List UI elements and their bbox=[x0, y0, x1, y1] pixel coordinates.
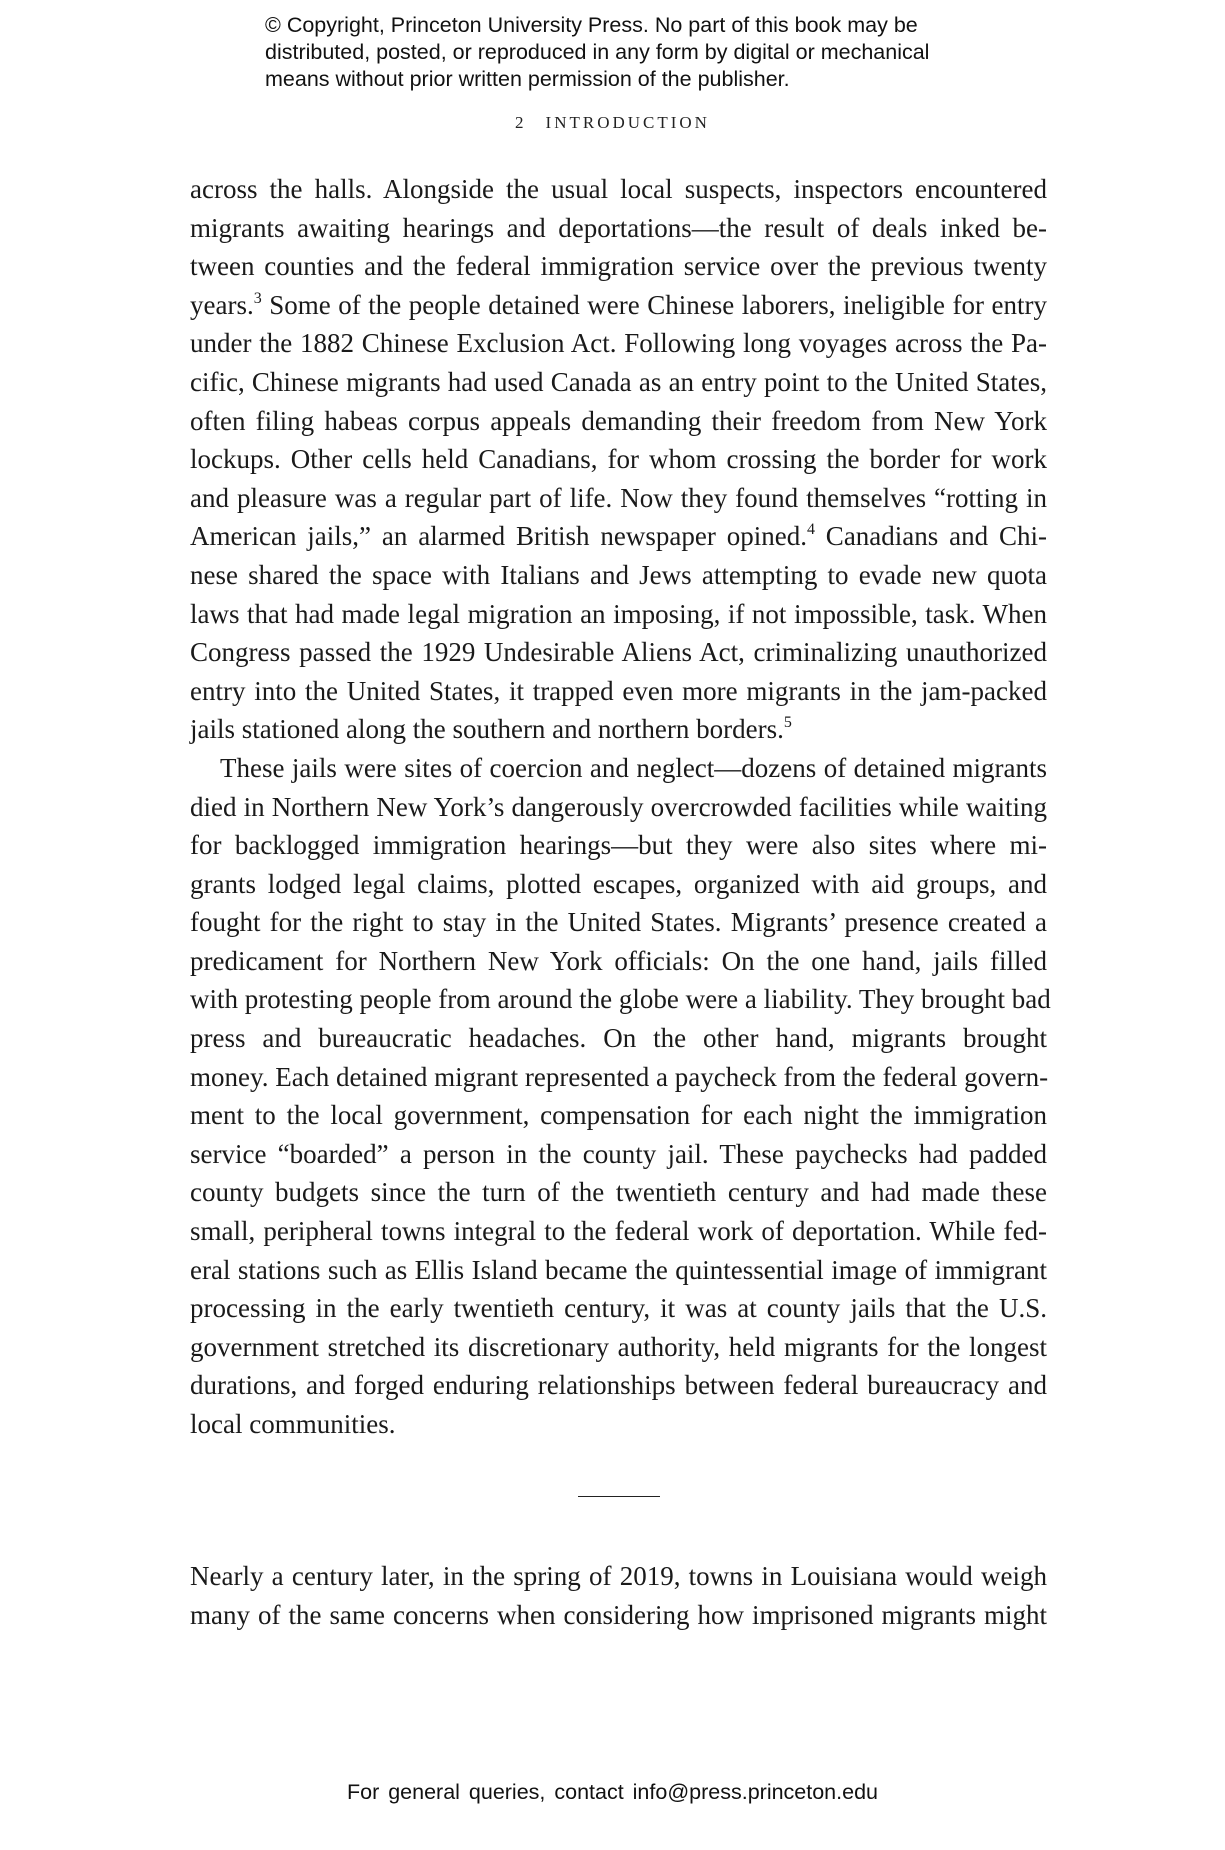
section-break-rule bbox=[578, 1496, 660, 1497]
text-line: many of the same concerns when considering how imprisoned migrants might bbox=[190, 1599, 1047, 1630]
text-span: Canadians and Chi- bbox=[814, 521, 1047, 552]
page-number: 2 bbox=[515, 113, 524, 132]
text-line: small, peripheral towns integral to the federal work of deportation. While fed- bbox=[190, 1216, 1047, 1247]
text-span: jails stationed along the southern and northern borders. bbox=[190, 714, 784, 745]
copyright-notice bbox=[265, 12, 1005, 93]
text-line bbox=[190, 286, 1047, 325]
text-line: across the halls. Alongside the usual local suspects, inspectors encountered bbox=[190, 174, 1047, 204]
text-line bbox=[190, 710, 1047, 749]
text-line: died in Northern New York’s dangerously overcrowded facilities while waiting bbox=[190, 791, 1047, 822]
text-line: entry into the United States, it trapped even more migrants in the jam-packed bbox=[190, 675, 1047, 706]
text-line: money. Each detained migrant represented a paycheck from the federal govern- bbox=[190, 1061, 1049, 1092]
text-line: and pleasure was a regular part of life. Now they found themselves “rotting in bbox=[190, 482, 1047, 513]
text-line: These jails were sites of coercion and neglect—dozens of detained migrants bbox=[220, 752, 1047, 783]
copyright-line: distributed, posted, or reproduced in any form by digital or mechanical bbox=[265, 40, 930, 64]
text-line: press and bureaucratic headaches. On the other hand, migrants brought bbox=[190, 1023, 1047, 1054]
text-line: laws that had made legal migration an imposing, if not impossible, task. When bbox=[190, 598, 1047, 629]
text-line: grants lodged legal claims, plotted escapes, organized with aid groups, and bbox=[190, 868, 1047, 899]
text-line: under the 1882 Chinese Exclusion Act. Following long voyages across the Pa- bbox=[190, 328, 1047, 359]
text-line: for backlogged immigration hearings—but they were also sites where mi- bbox=[190, 830, 1047, 861]
text-line: tween counties and the federal immigration service over the previous twenty bbox=[190, 251, 1047, 282]
text-line: nese shared the space with Italians and Jews attempting to evade new quota bbox=[190, 559, 1047, 590]
text-line: local communities. bbox=[190, 1409, 396, 1439]
text-line: service “boarded” a person in the county jail. These paychecks had padded bbox=[190, 1138, 1047, 1169]
footer-contact: For general queries, contact info@press.princeton.edu bbox=[346, 1780, 878, 1804]
text-line: predicament for Northern New York officials: On the one hand, jails filled bbox=[190, 945, 1047, 976]
copyright-line: means without prior written permission of the publisher. bbox=[265, 67, 790, 91]
text-line bbox=[190, 517, 1047, 556]
text-line: cific, Chinese migrants had used Canada as an entry point to the United States, bbox=[190, 366, 1047, 397]
text-span: Some of the people detained were Chinese laborers, ineligible for entry bbox=[261, 289, 1047, 320]
running-head bbox=[0, 113, 1225, 133]
chapter-title: INTRODUCTION bbox=[545, 113, 710, 132]
text-line: often filing habeas corpus appeals demanding their freedom from New York bbox=[190, 405, 1047, 436]
main-text bbox=[190, 170, 1051, 1444]
text-line: Congress passed the 1929 Undesirable Aliens Act, criminalizing unauthorized bbox=[190, 637, 1047, 668]
text-span: years. bbox=[190, 289, 254, 320]
footnote-marker[interactable]: 5 bbox=[783, 714, 792, 732]
footnote-marker[interactable]: 4 bbox=[806, 521, 815, 539]
text-span: American jails,” an alarmed British newspaper opined. bbox=[190, 521, 807, 552]
text-line: government stretched its discretionary authority, held migrants for the longest bbox=[190, 1331, 1047, 1362]
text-line: migrants awaiting hearings and deportations—the result of deals inked be- bbox=[190, 212, 1047, 243]
text-line: county budgets since the turn of the twentieth century and had made these bbox=[190, 1177, 1047, 1208]
text-line: durations, and forged enduring relationships between federal bureaucracy and bbox=[190, 1370, 1047, 1401]
copyright-line: © Copyright, Princeton University Press. No part of this book may be bbox=[265, 13, 918, 37]
text-line: fought for the right to stay in the United States. Migrants’ presence created a bbox=[190, 907, 1047, 938]
text-line: lockups. Other cells held Canadians, for whom crossing the border for work bbox=[190, 444, 1047, 475]
text-line: Nearly a century later, in the spring of 2019, towns in Louisiana would weigh bbox=[190, 1561, 1047, 1591]
text-line: processing in the early twentieth century, it was at county jails that the U.S. bbox=[190, 1293, 1047, 1324]
text-line: with protesting people from around the globe were a liability. They brought bad bbox=[190, 984, 1051, 1015]
text-line: ment to the local government, compensation for each night the immigration bbox=[190, 1100, 1047, 1131]
footnote-marker[interactable]: 3 bbox=[253, 289, 262, 307]
text-line: eral stations such as Ellis Island became the quintessential image of immigrant bbox=[190, 1254, 1047, 1285]
main-text-continued bbox=[190, 1557, 1047, 1634]
